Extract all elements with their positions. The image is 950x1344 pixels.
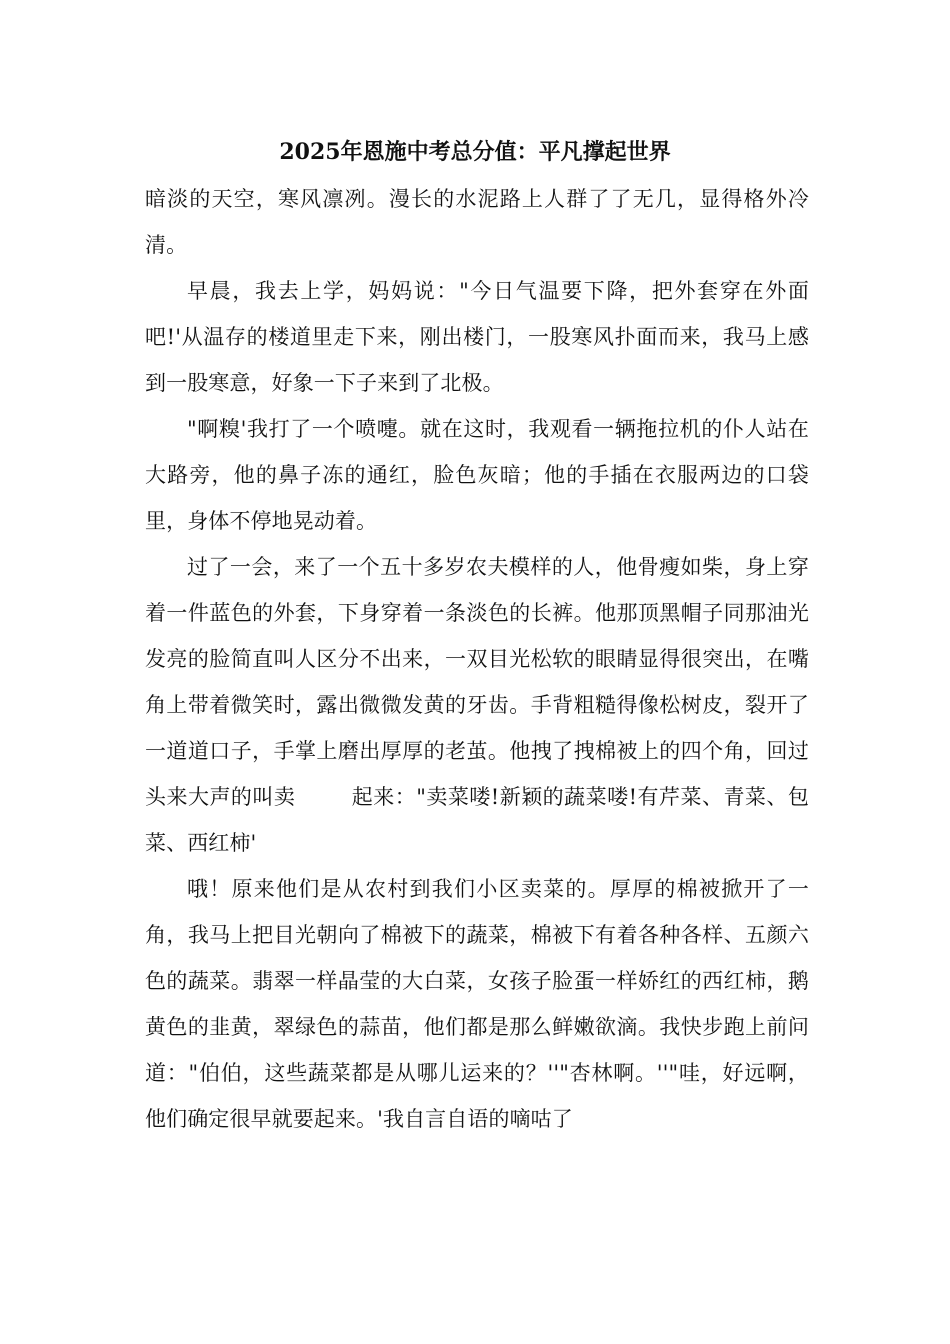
paragraph-4 — [145, 544, 809, 866]
document-title: 2025年恩施中考总分值：平凡撑起世界 — [279, 139, 671, 165]
paragraph-2: 早晨，我去上学，妈妈说："今日气温要下降，把外套穿在外面吧!'从温存的楼道里走下来，刚出楼门，一股寒风扑面而来，我马上感到一股寒意，好象一下子来到了北极。 — [145, 279, 809, 395]
document-body — [145, 176, 809, 1142]
paragraph-1: 暗淡的天空，寒风凛冽。漫长的水泥路上人群了了无几，显得格外冷清。 — [145, 187, 809, 257]
paragraph-4-part-1: 过了一会，来了一个五十多岁农夫模样的人，他骨瘦如柴，身上穿着一件蓝色的外套，下身穿着一条淡色的长裤。他那顶黑帽子同那油光发亮的脸简直叫人区分不出来，一双目光松软的眼睛显得很突出，在嘴角上带着微笑时，露出微微发黄的牙齿。手背粗糙得像松树皮，裂开了一道道口子，手掌上磨出厚厚的老茧。他拽了拽棉被上的四个角，回过头来大声的叫卖 — [145, 555, 809, 809]
paragraph-5: 哦！原来他们是从农村到我们小区卖菜的。厚厚的棉被掀开了一角，我马上把目光朝向了棉被下的蔬菜，棉被下有着各种各样、五颜六色的蔬菜。翡翠一样晶莹的大白菜，女孩子脸蛋一样娇红的西红柿，鹅黄色的韭黄，翠绿色的蒜苗，他们都是那么鲜嫩欲滴。我快步跑上前问道："伯伯，这些蔬菜都是从哪儿运来的？''"杏林啊。''"哇，好远啊，他们确定很早就要起来。'我自言自语的嘀咕了 — [145, 877, 809, 1131]
paragraph-4-part-2: 起来："卖菜喽!新颖的蔬菜喽!有芹菜、青菜、包菜、西红柿' — [145, 785, 809, 855]
paragraph-3: "啊糗'我打了一个喷嚏。就在这时，我观看一辆拖拉机的仆人站在大路旁，他的鼻子冻的通红，脸色灰暗；他的手插在衣服两边的口袋里，身体不停地晃动着。 — [145, 417, 809, 533]
